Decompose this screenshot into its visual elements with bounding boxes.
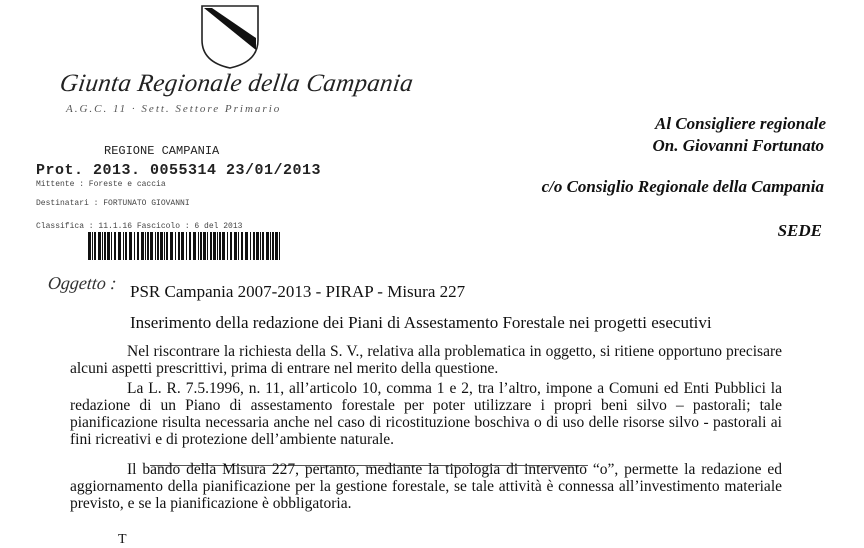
addressee-line-3: c/o Consiglio Regionale della Campania [541, 177, 824, 196]
addressee-line-1: Al Consigliere regionale [655, 114, 826, 133]
subject-line-2: Inserimento della redazione dei Piani di Assestamento Forestale nei progetti esecutivi [130, 313, 712, 332]
stamp-classifica: Classifica : 11.1.16 Fascicolo : 6 del 2013 [36, 222, 243, 231]
giunta-subheading: A.G.C. 11 · Sett. Settore Primario [66, 103, 282, 115]
body-continuation: T [118, 532, 127, 547]
body-paragraph-1: Nel riscontrare la richiesta della S. V., relativa alla problematica in oggetto, si ritiene opportuno precisare alcuni aspetti prescrittivi, prima di entrare nel merito della questione. [70, 343, 782, 377]
addressee-line-2: On. Giovanni Fortunato [652, 136, 824, 155]
campania-region-crest-icon [198, 4, 262, 70]
stamp-region: REGIONE CAMPANIA [104, 144, 220, 158]
addressee-line-4: SEDE [777, 221, 822, 240]
giunta-heading: Giunta Regionale della Campania [58, 70, 415, 97]
stamp-mittente: Mittente : Foreste e caccia [36, 180, 166, 189]
stamp-destinatari: Destinatari : FORTUNATO GIOVANNI [36, 199, 190, 208]
barcode-icon [88, 232, 284, 260]
body-paragraph-3: Il bando della Misura 227, pertanto, mediante la tipologia di intervento “o”, permette la redazione ed aggiornamento della pianificazione per la gestione forestale, se tale attività è connessa all’investimento materiale previsto, e se la pianificazione è obbligatoria. [70, 461, 782, 512]
subject-line-1: PSR Campania 2007-2013 - PIRAP - Misura 227 [130, 282, 466, 301]
stamp-protocol: Prot. 2013. 0055314 23/01/2013 [36, 162, 322, 179]
subject-label: Oggetto : [47, 273, 118, 293]
body-paragraph-2: La L. R. 7.5.1996, n. 11, all’articolo 10, comma 1 e 2, tra l’altro, impone a Comuni ed Enti Pubblici la redazione di un Piano di assestamento forestale per poter utilizzare i propri beni silvo – pastorali; tale pianificazione risulta necessaria anche nel caso di ricostituzione boschiva o di uso delle risorse silvo - pastorali ai fini ricreativi e di protezione dell’ambiente naturale. [70, 380, 782, 448]
